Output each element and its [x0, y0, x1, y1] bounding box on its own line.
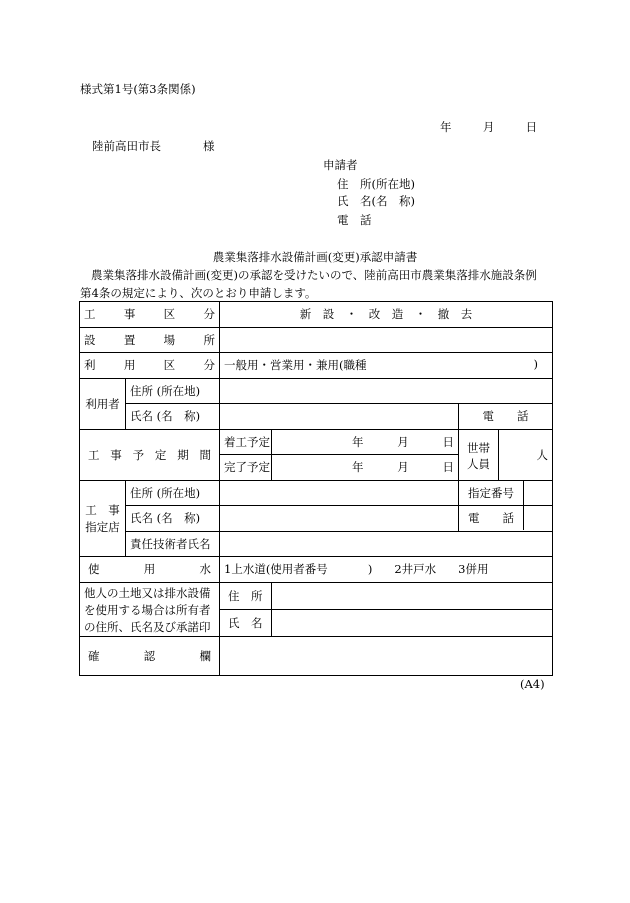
household-count-field[interactable]: 人	[499, 429, 553, 480]
contractor-phone-field[interactable]	[524, 506, 552, 530]
addressee-suffix: 様	[203, 139, 215, 153]
schedule-label: 工 事 予 定 期 間	[80, 429, 220, 480]
row-user-name	[80, 404, 553, 430]
schedule-end-date[interactable]: 年 月 日	[272, 455, 459, 481]
user-phone-label: 電 話	[459, 404, 553, 430]
row-water	[80, 557, 553, 583]
contractor-name-label: 氏名 (名 称)	[126, 506, 220, 532]
work-type-label: 工 事 区 分	[80, 302, 220, 328]
designation-number-label: 指定番号	[459, 480, 553, 506]
date-month: 月	[482, 120, 495, 134]
applicant-address-label: 住 所(所在地)	[337, 177, 415, 191]
engineer-label: 責任技術者氏名	[126, 531, 220, 557]
schedule-end-label: 完了予定	[220, 455, 272, 481]
addressee	[92, 138, 215, 154]
owner-name-field[interactable]	[272, 609, 553, 636]
schedule-start-label: 着工予定	[220, 429, 272, 455]
row-contractor-name	[80, 506, 553, 532]
engineer-field[interactable]	[220, 531, 553, 557]
row-work-type	[80, 302, 553, 328]
user-name-field[interactable]	[220, 404, 459, 430]
confirmation-label: 確 認 欄	[80, 636, 220, 675]
location-field[interactable]	[220, 327, 553, 353]
contractor-address-label: 住所 (所在地)	[126, 480, 220, 506]
user-label: 利用者	[80, 378, 126, 429]
designation-number-field[interactable]	[524, 481, 552, 505]
body-line-1: 農業集落排水設備計画(変更)の承認を受けたいので、陸前高田市農業集落排水施設条例	[91, 268, 537, 282]
work-type-options[interactable]: 新 設 ・ 改 造 ・ 撤 去	[220, 302, 553, 328]
owner-name-label: 氏 名	[220, 609, 272, 636]
row-user-address	[80, 378, 553, 404]
date-line	[440, 119, 537, 135]
contractor-name-field[interactable]	[220, 506, 459, 532]
water-label: 使 用 水	[80, 557, 220, 583]
schedule-start-date[interactable]: 年 月 日	[272, 429, 459, 455]
contractor-label: 工 事 指定店	[80, 480, 126, 557]
row-others-land-address	[80, 582, 553, 609]
contractor-phone-cell: 電 話	[459, 506, 553, 532]
usage-options[interactable]: 一般用・営業用・兼用(職種 )	[220, 353, 553, 379]
user-address-label: 住所 (所在地)	[126, 378, 220, 404]
row-location	[80, 327, 553, 353]
others-land-label: 他人の土地又は排水設備 を使用する場合は所有者 の住所、氏名及び承諾印	[80, 582, 220, 636]
applicant-name-label: 氏 名(名 称)	[337, 194, 415, 208]
date-year: 年	[440, 120, 452, 134]
household-label: 世帯 人員	[459, 429, 499, 480]
row-contractor-address	[80, 480, 553, 506]
addressee-name: 陸前高田市長	[92, 139, 161, 153]
document-title: 農業集落排水設備計画(変更)承認申請書	[212, 250, 418, 264]
user-name-label: 氏名 (名 称)	[126, 404, 220, 430]
date-day: 日	[525, 120, 538, 134]
contractor-address-field[interactable]	[220, 480, 459, 506]
confirmation-field[interactable]	[220, 636, 553, 675]
row-schedule-start	[80, 429, 553, 455]
body-line-2: 第4条の規定により、次のとおり申請します。	[80, 286, 317, 300]
row-usage	[80, 353, 553, 379]
paper-size-note: (A4)	[520, 677, 545, 691]
location-label: 設 置 場 所	[80, 327, 220, 353]
usage-label: 利 用 区 分	[80, 353, 220, 379]
water-options[interactable]: 1上水道(使用者番号 ) 2井戸水 3併用	[220, 557, 553, 583]
owner-address-label: 住 所	[220, 582, 272, 609]
applicant-phone-label: 電 話	[337, 213, 372, 227]
row-confirmation	[80, 636, 553, 675]
row-contractor-engineer	[80, 531, 553, 557]
application-form-table	[79, 301, 553, 676]
owner-address-field[interactable]	[272, 582, 553, 609]
user-address-field[interactable]	[220, 378, 553, 404]
form-number: 様式第1号(第3条関係)	[80, 82, 196, 96]
applicant-heading: 申請者	[323, 158, 358, 172]
